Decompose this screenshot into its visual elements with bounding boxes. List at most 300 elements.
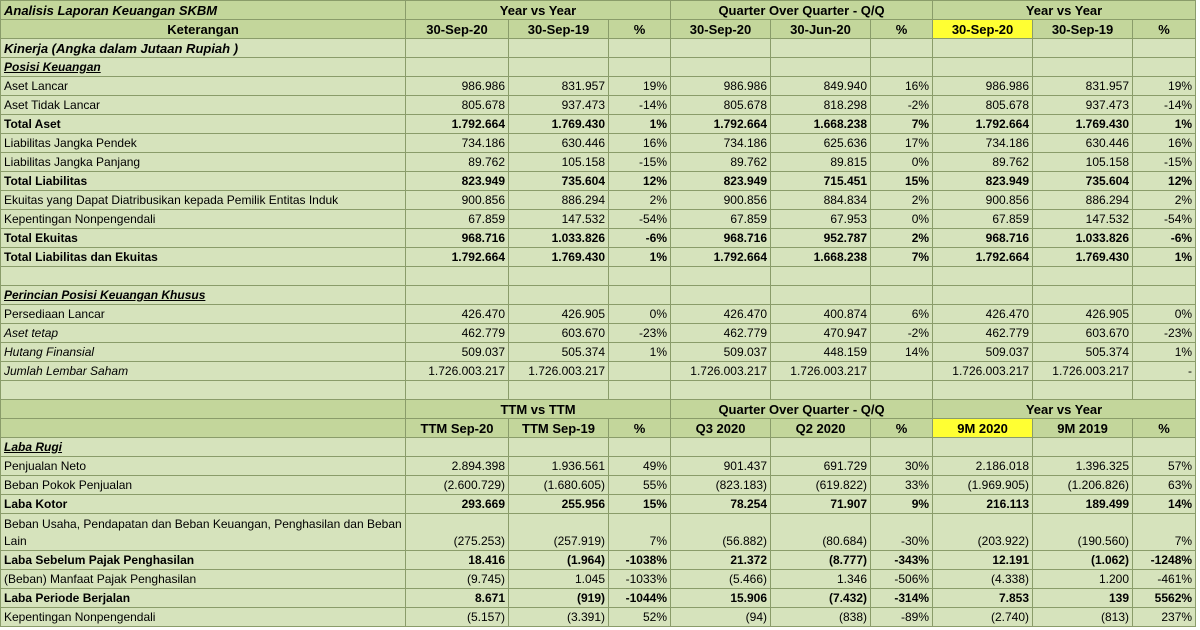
value-cell: -: [1133, 362, 1196, 381]
empty-cell: [1133, 58, 1196, 77]
value-cell: 0%: [1133, 305, 1196, 324]
value-cell: 462.779: [406, 324, 509, 343]
value-cell: 14%: [871, 343, 933, 362]
blank-header-cell: [1, 400, 406, 419]
row-label: Penjualan Neto: [1, 457, 406, 476]
row-label: Hutang Finansial: [1, 343, 406, 362]
column-header: Q2 2020: [771, 419, 871, 438]
value-cell: 7%: [609, 514, 671, 551]
data-row-beban-manfaat-pajak-penghasilan: [1, 570, 1196, 589]
value-cell: (619.822): [771, 476, 871, 495]
group-header-year-vs-year: Year vs Year: [933, 400, 1196, 419]
value-cell: 67.859: [406, 210, 509, 229]
value-cell: 2%: [871, 229, 933, 248]
empty-cell: [1033, 267, 1133, 286]
value-cell: 0%: [871, 153, 933, 172]
value-cell: 49%: [609, 457, 671, 476]
empty-cell: [671, 381, 771, 400]
value-cell: 831.957: [1033, 77, 1133, 96]
empty-cell: [771, 438, 871, 457]
value-cell: 2%: [871, 191, 933, 210]
value-cell: 505.374: [1033, 343, 1133, 362]
column-header: TTM Sep-20: [406, 419, 509, 438]
data-row-kepentingan-nonpengendali: [1, 210, 1196, 229]
value-cell: 900.856: [406, 191, 509, 210]
laba-rugi-title: [1, 438, 1196, 457]
empty-cell: [1, 381, 406, 400]
empty-cell: [406, 381, 509, 400]
value-cell: 30%: [871, 457, 933, 476]
value-cell: 8.671: [406, 589, 509, 608]
row-label: Liabilitas Jangka Pendek: [1, 134, 406, 153]
value-cell: 1.769.430: [1033, 115, 1133, 134]
value-cell: 630.446: [509, 134, 609, 153]
column-header: 30-Sep-20: [671, 20, 771, 39]
value-cell: (80.684): [771, 514, 871, 551]
empty-cell: [406, 286, 509, 305]
data-row-laba-kotor: [1, 495, 1196, 514]
value-cell: 1.792.664: [406, 115, 509, 134]
value-cell: 886.294: [509, 191, 609, 210]
empty-cell: [771, 381, 871, 400]
value-cell: 1.769.430: [1033, 248, 1133, 267]
row-label: Aset tetap: [1, 324, 406, 343]
row-label: Total Ekuitas: [1, 229, 406, 248]
empty-cell: [1033, 39, 1133, 58]
column-header: 30-Sep-19: [1033, 20, 1133, 39]
value-cell: 1%: [609, 343, 671, 362]
empty-cell: [1033, 438, 1133, 457]
value-cell: -15%: [1133, 153, 1196, 172]
posisi-keuangan-title: [1, 58, 1196, 77]
value-cell: 986.986: [671, 77, 771, 96]
row-label: Persediaan Lancar: [1, 305, 406, 324]
value-cell: (1.680.605): [509, 476, 609, 495]
empty-cell: [1133, 39, 1196, 58]
blank-row: [1, 267, 1196, 286]
value-cell: 900.856: [933, 191, 1033, 210]
value-cell: 968.716: [933, 229, 1033, 248]
value-cell: 426.470: [406, 305, 509, 324]
value-cell: 1%: [1133, 248, 1196, 267]
value-cell: 9%: [871, 495, 933, 514]
value-cell: 734.186: [671, 134, 771, 153]
empty-cell: [933, 381, 1033, 400]
empty-cell: [871, 267, 933, 286]
value-cell: 18.416: [406, 551, 509, 570]
column-header-row: [1, 419, 1196, 438]
value-cell: 1.726.003.217: [406, 362, 509, 381]
empty-cell: [609, 58, 671, 77]
value-cell: 937.473: [1033, 96, 1133, 115]
data-row-laba-sebelum-pajak-penghasilan: [1, 551, 1196, 570]
value-cell: 1.726.003.217: [1033, 362, 1133, 381]
empty-cell: [671, 267, 771, 286]
value-cell: (1.964): [509, 551, 609, 570]
value-cell: 0%: [609, 305, 671, 324]
column-header: 9M 2020: [933, 419, 1033, 438]
empty-cell: [933, 58, 1033, 77]
value-cell: 33%: [871, 476, 933, 495]
empty-cell: [771, 267, 871, 286]
group-header-row: [1, 400, 1196, 419]
value-cell: 823.949: [671, 172, 771, 191]
empty-cell: [609, 286, 671, 305]
empty-cell: [1033, 381, 1133, 400]
data-row-liabilitas-jangka-panjang: [1, 153, 1196, 172]
value-cell: 1.936.561: [509, 457, 609, 476]
data-row-total-aset: [1, 115, 1196, 134]
column-header: Q3 2020: [671, 419, 771, 438]
data-row-liabilitas-jangka-pendek: [1, 134, 1196, 153]
value-cell: 5562%: [1133, 589, 1196, 608]
value-cell: 67.953: [771, 210, 871, 229]
column-header: 30-Sep-19: [509, 20, 609, 39]
value-cell: 968.716: [406, 229, 509, 248]
empty-cell: [1133, 381, 1196, 400]
empty-cell: [609, 267, 671, 286]
value-cell: [871, 362, 933, 381]
value-cell: 509.037: [671, 343, 771, 362]
value-cell: (5.157): [406, 608, 509, 627]
data-row-beban-usaha-pendapatan-dan-beban-keuangan-penghasilan-dan-beban-lain: [1, 514, 1196, 551]
value-cell: -1044%: [609, 589, 671, 608]
row-label: Laba Periode Berjalan: [1, 589, 406, 608]
empty-cell: [509, 58, 609, 77]
value-cell: 886.294: [1033, 191, 1133, 210]
empty-cell: [671, 58, 771, 77]
value-cell: -30%: [871, 514, 933, 551]
value-cell: 691.729: [771, 457, 871, 476]
value-cell: -54%: [609, 210, 671, 229]
value-cell: 426.470: [933, 305, 1033, 324]
value-cell: 823.949: [406, 172, 509, 191]
empty-cell: [406, 438, 509, 457]
value-cell: 470.947: [771, 324, 871, 343]
value-cell: 139: [1033, 589, 1133, 608]
data-row-total-liabilitas-dan-ekuitas: [1, 248, 1196, 267]
empty-cell: [933, 267, 1033, 286]
value-cell: (838): [771, 608, 871, 627]
value-cell: 2.894.398: [406, 457, 509, 476]
empty-cell: [771, 58, 871, 77]
value-cell: -343%: [871, 551, 933, 570]
value-cell: -54%: [1133, 210, 1196, 229]
value-cell: 237%: [1133, 608, 1196, 627]
value-cell: (8.777): [771, 551, 871, 570]
value-cell: 0%: [871, 210, 933, 229]
value-cell: 734.186: [933, 134, 1033, 153]
value-cell: 805.678: [671, 96, 771, 115]
value-cell: (56.882): [671, 514, 771, 551]
empty-cell: [933, 39, 1033, 58]
empty-cell: [933, 286, 1033, 305]
value-cell: 715.451: [771, 172, 871, 191]
value-cell: 462.779: [671, 324, 771, 343]
value-cell: 16%: [1133, 134, 1196, 153]
empty-cell: [1033, 286, 1133, 305]
row-label: Liabilitas Jangka Panjang: [1, 153, 406, 172]
value-cell: 1.668.238: [771, 115, 871, 134]
value-cell: (275.253): [406, 514, 509, 551]
value-cell: 1.792.664: [671, 115, 771, 134]
empty-cell: [771, 286, 871, 305]
value-cell: (203.922): [933, 514, 1033, 551]
value-cell: 6%: [871, 305, 933, 324]
empty-cell: [509, 39, 609, 58]
value-cell: -89%: [871, 608, 933, 627]
posisi-keuangan-title-label: Posisi Keuangan: [1, 58, 406, 77]
empty-cell: [509, 286, 609, 305]
value-cell: (2.600.729): [406, 476, 509, 495]
value-cell: 426.905: [1033, 305, 1133, 324]
group-header-row: [1, 1, 1196, 20]
value-cell: 7%: [871, 115, 933, 134]
value-cell: 505.374: [509, 343, 609, 362]
group-header-quarter-over-quarter-q-q: Quarter Over Quarter - Q/Q: [671, 1, 933, 20]
row-label: Aset Lancar: [1, 77, 406, 96]
value-cell: 12%: [609, 172, 671, 191]
value-cell: -314%: [871, 589, 933, 608]
value-cell: 216.113: [933, 495, 1033, 514]
value-cell: 16%: [609, 134, 671, 153]
empty-cell: [509, 381, 609, 400]
value-cell: (919): [509, 589, 609, 608]
empty-cell: [933, 438, 1033, 457]
value-cell: 1.396.325: [1033, 457, 1133, 476]
value-cell: 937.473: [509, 96, 609, 115]
value-cell: 630.446: [1033, 134, 1133, 153]
empty-cell: [1133, 286, 1196, 305]
value-cell: 831.957: [509, 77, 609, 96]
value-cell: 603.670: [509, 324, 609, 343]
value-cell: 426.905: [509, 305, 609, 324]
rincian-title-label: Perincian Posisi Keuangan Khusus: [1, 286, 406, 305]
value-cell: 15%: [609, 495, 671, 514]
value-cell: 21.372: [671, 551, 771, 570]
value-cell: 17%: [871, 134, 933, 153]
value-cell: 509.037: [933, 343, 1033, 362]
empty-cell: [671, 286, 771, 305]
value-cell: 15%: [871, 172, 933, 191]
row-label: Aset Tidak Lancar: [1, 96, 406, 115]
column-header: 30-Jun-20: [771, 20, 871, 39]
value-cell: 89.762: [406, 153, 509, 172]
value-cell: (3.391): [509, 608, 609, 627]
value-cell: 986.986: [406, 77, 509, 96]
value-cell: 105.158: [1033, 153, 1133, 172]
value-cell: 67.859: [671, 210, 771, 229]
value-cell: 89.815: [771, 153, 871, 172]
empty-cell: [671, 438, 771, 457]
empty-cell: [871, 58, 933, 77]
row-label: Kepentingan Nonpengendali: [1, 608, 406, 627]
empty-cell: [609, 39, 671, 58]
document-title: Analisis Laporan Keuangan SKBM: [1, 1, 406, 20]
value-cell: 1.769.430: [509, 115, 609, 134]
value-cell: (7.432): [771, 589, 871, 608]
value-cell: 1.792.664: [933, 115, 1033, 134]
value-cell: 1%: [609, 115, 671, 134]
data-row-aset-tidak-lancar: [1, 96, 1196, 115]
row-label: Total Aset: [1, 115, 406, 134]
value-cell: 1%: [1133, 115, 1196, 134]
value-cell: (94): [671, 608, 771, 627]
empty-cell: [1033, 58, 1133, 77]
data-row-aset-lancar: [1, 77, 1196, 96]
value-cell: 1.726.003.217: [509, 362, 609, 381]
value-cell: 901.437: [671, 457, 771, 476]
value-cell: 7%: [1133, 514, 1196, 551]
value-cell: (823.183): [671, 476, 771, 495]
column-header: %: [609, 20, 671, 39]
value-cell: 462.779: [933, 324, 1033, 343]
value-cell: 1%: [1133, 343, 1196, 362]
data-row-beban-pokok-penjualan: [1, 476, 1196, 495]
value-cell: 1.792.664: [671, 248, 771, 267]
value-cell: (1.206.826): [1033, 476, 1133, 495]
value-cell: 7.853: [933, 589, 1033, 608]
empty-cell: [406, 39, 509, 58]
value-cell: 15.906: [671, 589, 771, 608]
value-cell: -2%: [871, 96, 933, 115]
column-label-keterangan: Keterangan: [1, 20, 406, 39]
value-cell: 105.158: [509, 153, 609, 172]
data-row-penjualan-neto: [1, 457, 1196, 476]
group-header-ttm-vs-ttm: TTM vs TTM: [406, 400, 671, 419]
value-cell: 1.792.664: [933, 248, 1033, 267]
empty-cell: [871, 286, 933, 305]
row-label: Kepentingan Nonpengendali: [1, 210, 406, 229]
value-cell: 968.716: [671, 229, 771, 248]
value-cell: 823.949: [933, 172, 1033, 191]
value-cell: 89.762: [671, 153, 771, 172]
value-cell: 849.940: [771, 77, 871, 96]
value-cell: 1%: [609, 248, 671, 267]
value-cell: 1.200: [1033, 570, 1133, 589]
value-cell: 89.762: [933, 153, 1033, 172]
value-cell: (9.745): [406, 570, 509, 589]
empty-cell: [509, 438, 609, 457]
row-label: Total Liabilitas: [1, 172, 406, 191]
column-header: 30-Sep-20: [406, 20, 509, 39]
value-cell: [609, 362, 671, 381]
value-cell: 986.986: [933, 77, 1033, 96]
data-row-jumlah-lembar-saham: [1, 362, 1196, 381]
blank-row: [1, 381, 1196, 400]
value-cell: 1.033.826: [1033, 229, 1133, 248]
value-cell: 400.874: [771, 305, 871, 324]
data-row-ekuitas-yang-dapat-diatribusikan-kepada-pemilik-entitas-induk: [1, 191, 1196, 210]
value-cell: 14%: [1133, 495, 1196, 514]
empty-cell: [1, 267, 406, 286]
row-label: Total Liabilitas dan Ekuitas: [1, 248, 406, 267]
empty-cell: [871, 381, 933, 400]
value-cell: (2.740): [933, 608, 1033, 627]
value-cell: 255.956: [509, 495, 609, 514]
value-cell: 735.604: [509, 172, 609, 191]
value-cell: -1038%: [609, 551, 671, 570]
value-cell: (190.560): [1033, 514, 1133, 551]
value-cell: -23%: [609, 324, 671, 343]
value-cell: 603.670: [1033, 324, 1133, 343]
laba-rugi-title-label: Laba Rugi: [1, 438, 406, 457]
value-cell: (4.338): [933, 570, 1033, 589]
value-cell: -23%: [1133, 324, 1196, 343]
value-cell: 147.532: [509, 210, 609, 229]
data-row-hutang-finansial: [1, 343, 1196, 362]
value-cell: 16%: [871, 77, 933, 96]
kinerja-title: [1, 39, 1196, 58]
group-header-year-vs-year: Year vs Year: [406, 1, 671, 20]
rincian-title: [1, 286, 1196, 305]
data-row-laba-periode-berjalan: [1, 589, 1196, 608]
value-cell: 2%: [609, 191, 671, 210]
empty-cell: [609, 438, 671, 457]
empty-cell: [509, 267, 609, 286]
value-cell: 805.678: [933, 96, 1033, 115]
value-cell: -14%: [1133, 96, 1196, 115]
row-label: (Beban) Manfaat Pajak Penghasilan: [1, 570, 406, 589]
value-cell: (813): [1033, 608, 1133, 627]
value-cell: 448.159: [771, 343, 871, 362]
value-cell: 805.678: [406, 96, 509, 115]
value-cell: 426.470: [671, 305, 771, 324]
empty-cell: [671, 39, 771, 58]
value-cell: 735.604: [1033, 172, 1133, 191]
empty-cell: [871, 39, 933, 58]
column-header: %: [871, 419, 933, 438]
row-label: Laba Sebelum Pajak Penghasilan: [1, 551, 406, 570]
value-cell: -14%: [609, 96, 671, 115]
value-cell: 55%: [609, 476, 671, 495]
data-row-aset-tetap: [1, 324, 1196, 343]
column-header: %: [609, 419, 671, 438]
value-cell: 52%: [609, 608, 671, 627]
data-row-persediaan-lancar: [1, 305, 1196, 324]
data-row-total-liabilitas: [1, 172, 1196, 191]
data-row-total-ekuitas: [1, 229, 1196, 248]
value-cell: 900.856: [671, 191, 771, 210]
value-cell: 1.769.430: [509, 248, 609, 267]
column-header: %: [871, 20, 933, 39]
kinerja-title-label: Kinerja (Angka dalam Jutaan Rupiah ): [1, 39, 406, 58]
value-cell: 1.668.238: [771, 248, 871, 267]
column-header: 9M 2019: [1033, 419, 1133, 438]
data-row-kepentingan-nonpengendali: [1, 608, 1196, 627]
row-label: Laba Kotor: [1, 495, 406, 514]
value-cell: -506%: [871, 570, 933, 589]
column-header: 30-Sep-20: [933, 20, 1033, 39]
value-cell: 71.907: [771, 495, 871, 514]
value-cell: 2%: [1133, 191, 1196, 210]
value-cell: 12%: [1133, 172, 1196, 191]
value-cell: 884.834: [771, 191, 871, 210]
value-cell: 189.499: [1033, 495, 1133, 514]
value-cell: 147.532: [1033, 210, 1133, 229]
value-cell: -1248%: [1133, 551, 1196, 570]
value-cell: 57%: [1133, 457, 1196, 476]
value-cell: 1.045: [509, 570, 609, 589]
value-cell: -461%: [1133, 570, 1196, 589]
value-cell: -15%: [609, 153, 671, 172]
value-cell: 625.636: [771, 134, 871, 153]
value-cell: 293.669: [406, 495, 509, 514]
row-label: Beban Pokok Penjualan: [1, 476, 406, 495]
value-cell: 1.792.664: [406, 248, 509, 267]
value-cell: 2.186.018: [933, 457, 1033, 476]
value-cell: 818.298: [771, 96, 871, 115]
